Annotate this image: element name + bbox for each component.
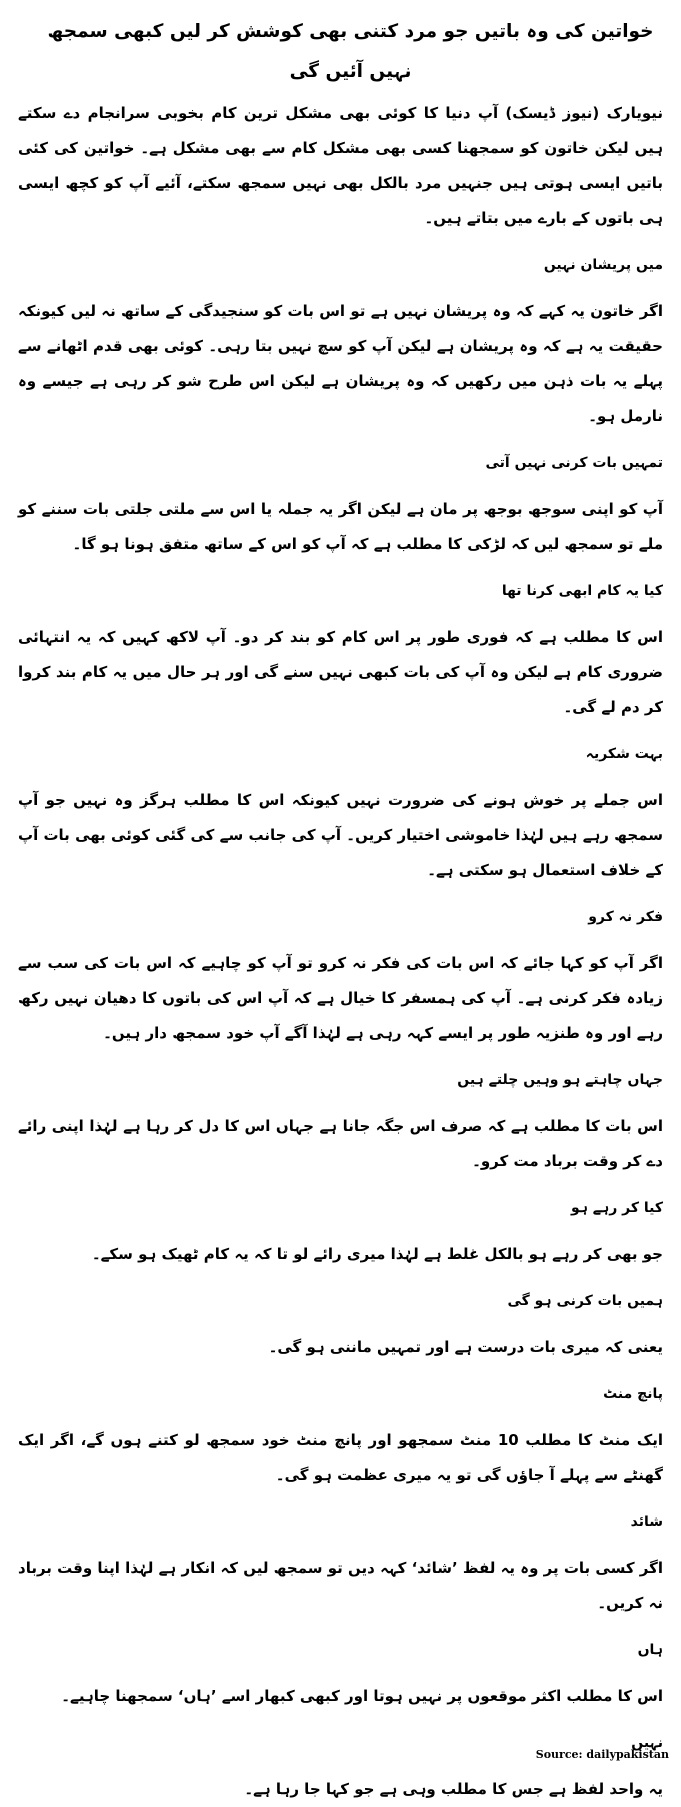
section-heading: فکر نہ کرو bbox=[588, 909, 663, 925]
section-heading: تمہیں بات کرنی نہیں آتی bbox=[485, 455, 663, 471]
intro-paragraph: نیویارک (نیوز ڈیسک) آپ دنیا کا کوئی بھی مشکل ترین کام بخوبی سرانجام دے سکتے ہیں لیکن خاتون کو سمجھنا کسی بھی مشکل کام سے بھی مشکل ہے۔ خواتین کی کئی باتیں ایسی ہوتی ہیں جنہیں مرد بالکل بھی نہیں سمجھ سکتے، آئیے آپ کو کچھ ایسی ہی باتوں کے بارے میں بتاتے ہیں۔ bbox=[18, 104, 663, 227]
section-heading: نہیں bbox=[631, 1735, 663, 1751]
section-body: جو بھی کر رہے ہو بالکل غلط ہے لہٰذا میری رائے لو تا کہ یہ کام ٹھیک ہو سکے۔ bbox=[91, 1245, 663, 1263]
section-body: اگر کسی بات پر وہ یہ لفظ ’شائد‘ کہہ دیں تو سمجھ لیں کہ انکار ہے لہٰذا اپنا وقت برباد نہ کریں۔ bbox=[18, 1559, 663, 1612]
section-body: اگر آپ کو کہا جائے کہ اس بات کی فکر نہ کرو تو آپ کو چاہیے کہ اس بات کی سب سے زیادہ فکر کرنی ہے۔ آپ کی ہمسفر کا خیال ہے کہ آپ اس کی باتوں کا دھیان نہیں رکھ رہے اور وہ طنزیہ طور پر ایسے کہہ رہی ہے لہٰذا آگے آپ خود سمجھ دار ہیں۔ bbox=[18, 954, 663, 1042]
section-body: آپ کو اپنی سوجھ بوجھ پر مان ہے لیکن اگر یہ جملہ یا اس سے ملتی جلتی بات سننے کو ملے تو سمجھ لیں کہ لڑکی کا مطلب ہے کہ آپ کو اس کے ساتھ متفق ہونا ہو گا۔ bbox=[18, 500, 663, 553]
section-body: اس بات کا مطلب ہے کہ صرف اس جگہ جانا ہے جہاں اس کا دل کر رہا ہے لہٰذا اپنی رائے دے کر وقت برباد مت کرو۔ bbox=[18, 1117, 663, 1170]
section-heading: کیا یہ کام ابھی کرنا تھا bbox=[501, 583, 663, 599]
section-heading: بہت شکریہ bbox=[585, 746, 663, 762]
section-body: اس کا مطلب ہے کہ فوری طور پر اس کام کو بند کر دو۔ آپ لاکھ کہیں کہ یہ انتہائی ضروری کام ہے لیکن وہ آپ کی بات کبھی نہیں سنے گی اور ہر حال میں یہ کام بند کروا کر دم لے گی۔ bbox=[18, 628, 663, 716]
section-heading: ہمیں بات کرنی ہو گی bbox=[507, 1293, 663, 1309]
section-body: یہ واحد لفظ ہے جس کا مطلب وہی ہے جو کہا جا رہا ہے۔ bbox=[244, 1780, 663, 1798]
section-body: اس کا مطلب اکثر موقعوں پر نہیں ہوتا اور کبھی کبھار اسے ’ہاں‘ سمجھنا چاہیے۔ bbox=[61, 1687, 663, 1705]
section-heading: ہاں bbox=[637, 1642, 663, 1658]
section-body: ایک منٹ کا مطلب 10 منٹ سمجھو اور پانچ منٹ خود سمجھ لو کتنے ہوں گے، اگر ایک گھنٹے سے پہلے آ جاؤں گی تو یہ میری عظمت ہو گی۔ bbox=[18, 1431, 663, 1484]
section-heading: میں پریشان نہیں bbox=[543, 257, 663, 273]
section-heading: شائد bbox=[630, 1514, 663, 1530]
article-title: خواتین کی وہ باتیں جو مرد کتنی بھی کوشش کر لیں کبھی سمجھ نہیں آئیں گی bbox=[47, 21, 654, 82]
section-body: اگر خاتون یہ کہے کہ وہ پریشان نہیں ہے تو اس بات کو سنجیدگی کے ساتھ نہ لیں کیونکہ حقیقت یہ ہے کہ وہ پریشان ہے لیکن آپ کو سچ نہیں بتا رہی۔ کوئی بھی قدم اٹھانے سے پہلے یہ بات ذہن میں رکھیں کہ وہ پریشان ہے لیکن اس طرح شو کر رہی ہے جیسے وہ نارمل ہو۔ bbox=[18, 302, 663, 425]
section-body: اس جملے پر خوش ہونے کی ضرورت نہیں کیونکہ اس کا مطلب ہرگز وہ نہیں جو آپ سمجھ رہے ہیں لہٰذا خاموشی اختیار کریں۔ آپ کی جانب سے کی گئی کوئی بھی بات آپ کے خلاف استعمال ہو سکتی ہے۔ bbox=[18, 791, 663, 879]
section-heading: پانچ منٹ bbox=[603, 1386, 663, 1402]
section-heading: جہاں چاہتے ہو وہیں چلتے ہیں bbox=[457, 1072, 663, 1088]
section-body: یعنی کہ میری بات درست ہے اور تمہیں ماننی ہو گی۔ bbox=[268, 1338, 663, 1356]
source-credit: Source: dailypakistan bbox=[535, 1748, 669, 1761]
section-heading: کیا کر رہے ہو bbox=[570, 1200, 663, 1216]
